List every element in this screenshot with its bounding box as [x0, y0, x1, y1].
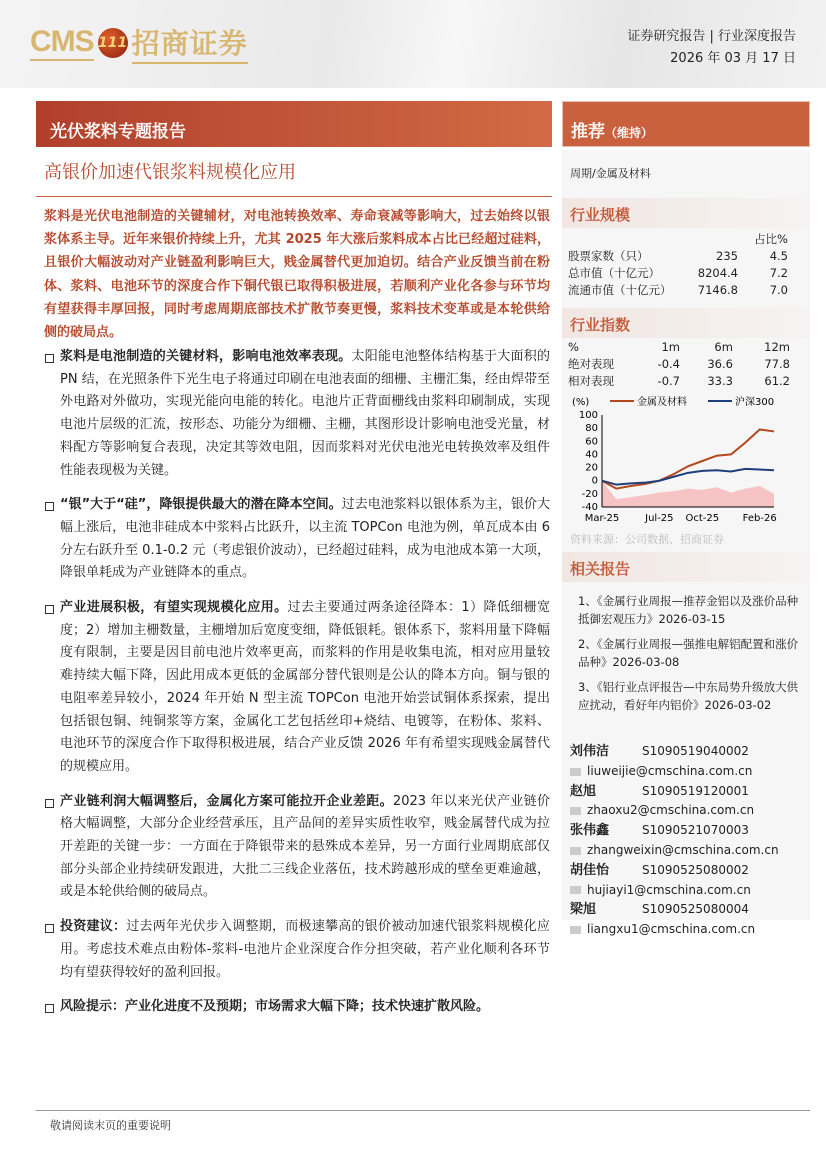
bullet-item [44, 791, 550, 905]
analyst-id: S1090519040002 [642, 744, 749, 758]
bullet-item [44, 916, 550, 984]
cell: -0.7 [657, 373, 680, 388]
analyst-name: 刘伟洁 [570, 744, 610, 759]
related-report-link[interactable]: 1、《金属行业周报—推荐金铝以及涨价品种抵御宏观压力》2026-03-15 [578, 594, 799, 626]
analyst-email[interactable]: liuweijie@cmschina.com.cn [587, 763, 753, 778]
bullet-text: 过去两年光伏步入调整期，而极速攀高的银价被动加速代银浆料规模化应用。考虑技术难点由粉体-浆料-电池片企业深度合作分担突破，若产业化顺利各环节均有望获得较好的盈利回报。 [60, 919, 550, 980]
analyst-row [570, 900, 779, 920]
analyst-row [570, 742, 779, 762]
scale-table [568, 230, 788, 298]
x-tick-label: Oct-25 [685, 513, 720, 524]
bullet-lead: “银”大于“硅”，降银提供最大的潜在降本空间。 [60, 497, 342, 513]
footer-note: 敬请阅读末页的重要说明 [50, 1119, 171, 1132]
index-table [568, 338, 790, 389]
col-header: 1m [661, 339, 680, 354]
row-share: 4.5 [769, 248, 788, 263]
y-axis-label: (%) [572, 397, 590, 408]
row-label: 绝对表现 [568, 356, 614, 371]
bullet-lead: 产业链利润大幅调整后，金属化方案可能拉开企业差距。 [60, 793, 393, 809]
mail-icon [570, 926, 581, 934]
x-tick-label: Feb-26 [742, 513, 777, 524]
legend-label: 金属及材料 [637, 397, 687, 408]
bullet-item [44, 494, 550, 585]
rating-label: 推荐 [571, 122, 605, 142]
bullet-item [44, 996, 550, 1019]
bullet-item [44, 346, 550, 482]
row-label: 股票家数（只） [568, 248, 649, 263]
x-tick-label: Jul-25 [645, 513, 674, 524]
analyst-email-row [570, 762, 779, 782]
analyst-email-row [570, 801, 779, 821]
relative-area [602, 481, 774, 507]
mail-icon [570, 847, 581, 855]
row-value: 8204.4 [697, 265, 738, 280]
table-row [568, 372, 790, 389]
analyst-email[interactable]: liangxu1@cmschina.com.cn [587, 922, 756, 937]
y-tick-label: 0 [591, 475, 598, 487]
cell: 77.8 [764, 356, 790, 371]
col-header: 6m [714, 339, 733, 354]
chart-source: 资料来源：公司数据、招商证券 [570, 533, 724, 546]
analyst-email[interactable]: zhangweixin@cmschina.com.cn [587, 842, 779, 857]
bullet-text: 过去主要通过两条途径降本：1）降低细栅宽度；2）增加主栅数量，主栅增加后宽度变细，降低银耗。银体系下，浆料用量下降幅度有限制，主要是因目前电池片效率更高，而浆料的作用是收集电流，相对应用量较难持续大幅下降，因此用成本更低的金属部分替代银则是公认的降本方向。铜与银的电阻率差异较小，2024 年开始 N 型主流 TOPCon 电池开始尝试铜体系探索，提出包括银包铜、纯铜浆等方案，金属化工艺包括丝印+烧结、电镀等，在粉体、浆料、电池环节的深度合作下取得积极进展，结合产业反馈 2026 年有希望实现贱金属替代的规模应用。 [60, 600, 550, 774]
row-label: 相对表现 [568, 373, 614, 388]
related-reports [578, 592, 804, 721]
row-share: 7.2 [769, 265, 788, 280]
y-tick-label: 80 [585, 423, 598, 435]
table-row [568, 247, 788, 264]
row-label: 流通市值（十亿元） [568, 282, 672, 297]
analyst-name: 梁旭 [570, 902, 597, 918]
logo-text: CMS [30, 25, 94, 61]
logo-emblem-icon: 111 [98, 28, 128, 58]
series-line-1 [602, 469, 774, 485]
analyst-row [570, 821, 779, 841]
analyst-email-row [570, 841, 779, 861]
mail-icon [570, 768, 581, 776]
bullet-text: 太阳能电池整体结构基于大面积的 PN 结，在光照条件下光生电子将通过印刷在电池表面的细栅、主栅汇集，经由焊带至外电路对外做功，实现光能向电能的转化。电池片正背面栅线由浆料印刷制成，实现电池片层级的汇流，按形态、功能分为细栅、主栅，其图形设计影响电池受光量，材料配方等影响复合表现，决定其等效电阻，因而浆料对光伏电池光电转换效率及组件性能表现极为关键。 [60, 349, 550, 478]
sector-label: 周期/金属及材料 [570, 167, 651, 180]
divider [36, 196, 552, 197]
related-report-link[interactable]: 2、《金属行业周报—强推电解铝配置和涨价品种》2026-03-08 [578, 637, 799, 669]
table-row [568, 281, 788, 298]
analyst-email-row [570, 881, 779, 901]
analyst-email[interactable]: zhaoxu2@cmschina.com.cn [587, 803, 755, 818]
bullet-lead: 风险提示：产业化进度不及预期；市场需求大幅下降；技术快速扩散风险。 [60, 999, 490, 1015]
footer-divider [36, 1110, 810, 1111]
bullet-list [44, 346, 550, 1031]
y-tick-label: 60 [585, 436, 598, 448]
table-row [568, 355, 790, 372]
share-header: 占比% [754, 231, 788, 246]
table-row [568, 264, 788, 281]
cell: 61.2 [764, 373, 790, 388]
legend-label: 沪深300 [735, 397, 775, 408]
bullet-lead: 产业进展积极，有望实现规模化应用。 [60, 600, 288, 616]
analyst-list [570, 742, 779, 940]
report-type: 证券研究报告 | 行业深度报告 [627, 29, 796, 44]
analyst-name: 胡佳怡 [570, 862, 610, 878]
cell: 36.6 [707, 356, 733, 371]
y-tick-label: -40 [581, 502, 598, 513]
col-header: % [568, 339, 579, 354]
cell: 33.3 [707, 373, 733, 388]
bullet-lead: 投资建议： [60, 919, 127, 935]
analyst-id: S1090525080004 [642, 902, 749, 917]
row-share: 7.0 [769, 282, 788, 297]
analyst-email-row [570, 920, 779, 940]
y-tick-label: 40 [585, 449, 598, 461]
row-value: 7146.8 [697, 282, 738, 297]
cell: -0.4 [657, 356, 680, 371]
report-title: 高银价加速代银浆料规模化应用 [44, 162, 296, 183]
related-heading: 相关报告 [562, 552, 810, 582]
related-report-link[interactable]: 3、《铝行业点评报告—中东局势升级放大供应扰动，看好年内铝价》2026-03-02 [578, 680, 799, 712]
analyst-email[interactable]: hujiayi1@cmschina.com.cn [587, 882, 751, 897]
report-series-title: 光伏浆料专题报告 [36, 101, 552, 147]
y-tick-label: 100 [578, 410, 598, 421]
analyst-name: 赵旭 [570, 783, 597, 799]
report-date: 2026 年 03 月 17 日 [670, 51, 796, 66]
series-line-0 [602, 429, 774, 488]
cms-logo [30, 22, 248, 64]
analyst-row [570, 861, 779, 881]
scale-heading: 行业规模 [562, 198, 810, 228]
analyst-id: S1090525080002 [642, 862, 749, 877]
analyst-row [570, 782, 779, 802]
logo-cn-text: 招商证券 [132, 22, 248, 64]
mail-icon [570, 886, 581, 894]
bullet-text: 2023 年以来光伏产业链价格大幅调整，大部分企业经营承压，且产品间的差异实质性收窄，贱金属替代成为拉开差距的关键一步：一方面在于降银带来的悬殊成本差异，另一方面行业周期底部仅部分头部企业持续研发跟进，大批二三线企业落伍，技术跨越形成的壁垒更难逾越，或是本轮供给侧的破局点。 [60, 793, 550, 900]
header-meta [627, 26, 796, 70]
index-heading: 行业指数 [562, 308, 810, 338]
rating-note: （维持） [605, 126, 654, 140]
rating-band [562, 101, 810, 147]
bullet-text: 过去电池浆料以银体系为主，银价大幅上涨后，电池非硅成本中浆料占比跃升，以主流 TOPCon 电池为例，单瓦成本由 6 分左右跃升至 0.1-0.2 元（考虑银价波动），已经超过硅料，成为电池成本第一大项，降银单耗成为产业链降本的重点。 [60, 497, 550, 581]
analyst-name: 张伟鑫 [570, 823, 610, 839]
x-tick-label: Mar-25 [584, 513, 620, 524]
summary: 浆料是光伏电池制造的关键辅材，对电池转换效率、寿命衰减等影响大，过去始终以银浆体系主导。近年来银价持续上升，尤其 2025 年大涨后浆料成本占比已经超过硅料，且银价大幅波动对产业链盈利影响巨大，贱金属替代更加迫切。结合产业反馈当前在粉体、浆料、电池环节的深度合作下铜代银已取得积极进展，若顺利产业化各参与环节均有望获得丰厚回报，同时考虑周期底部技术扩散节奏更慢，浆料技术变革或是本轮供给侧的破局点。 [44, 209, 550, 341]
analyst-id: S1090521070003 [642, 823, 749, 838]
y-tick-label: -20 [581, 488, 598, 500]
col-header: 12m [764, 339, 790, 354]
index-chart [562, 393, 810, 529]
row-value: 235 [716, 248, 738, 263]
y-tick-label: 20 [585, 462, 598, 474]
analyst-id: S1090519120001 [642, 783, 749, 798]
bullet-item [44, 597, 550, 779]
mail-icon [570, 807, 581, 815]
row-label: 总市值（十亿元） [568, 265, 660, 280]
bullet-lead: 浆料是电池制造的关键材料，影响电池效率表现。 [60, 349, 352, 364]
